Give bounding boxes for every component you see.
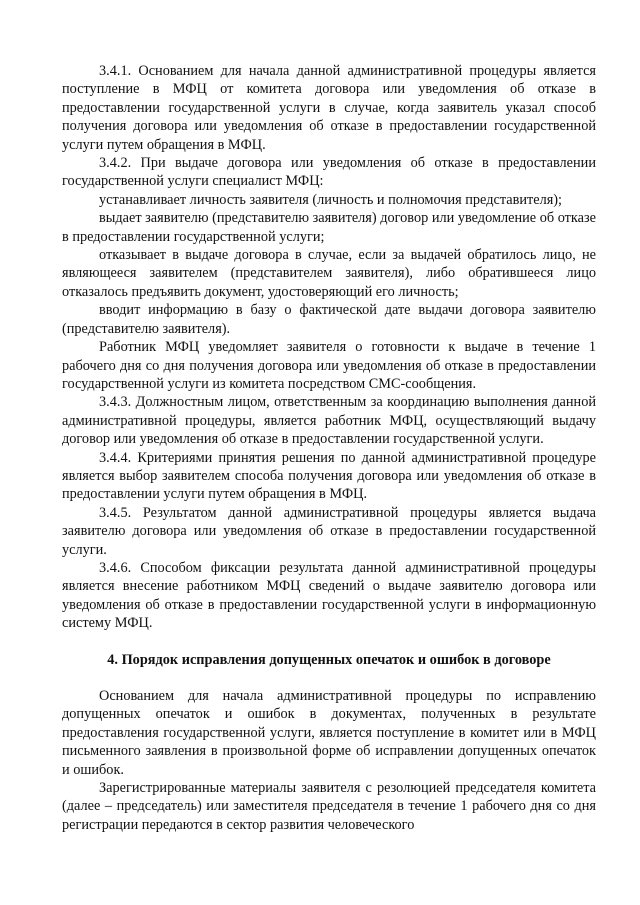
list-item-identity: устанавливает личность заявителя (личность и полномочия представителя); xyxy=(99,191,563,208)
paragraph-3-4-2: 3.4.2. При выдаче договора или уведомления об отказе в предоставлении государственной услуги специалист МФЦ: xyxy=(62,155,596,190)
paragraph-notification: Работник МФЦ уведомляет заявителя о готовности к выдаче в течение 1 рабочего дня со дня получения договора или уведомления об отказе в предоставлении государственной услуги из комитета посредством СМС-сообщения. xyxy=(62,339,596,392)
paragraph-3-4-1: 3.4.1. Основанием для начала данной административной процедуры является поступление в МФЦ от комитета договора или уведомления об отказе в предоставлении государственной услуги в случае, когда заявитель указал способ получения договора или уведомления об отказе в предоставлении государственной услуги путем обращения в МФЦ. xyxy=(62,63,596,153)
document-body xyxy=(62,62,596,834)
section-heading: 4. Порядок исправления допущенных опечаток и ошибок в договоре xyxy=(107,651,551,668)
list-item-enter-info: вводит информацию в базу о фактической дате выдачи договора заявителю (представителю заявителя). xyxy=(62,302,596,337)
paragraph-basis: Основанием для начала административной процедуры по исправлению допущенных опечаток и ошибок в документах, полученных в результате предоставления государственной услуги, является поступление в комитет или в МФЦ письменного заявления в произвольной форме об исправлении допущенных опечаток и ошибок. xyxy=(62,688,596,778)
paragraph-3-4-6: 3.4.6. Способом фиксации результата данной административной процедуры является внесение работником МФЦ сведений о выдаче заявителю договора или уведомления об отказе в предоставлении государственной услуги в информационную систему МФЦ. xyxy=(62,559,596,632)
paragraph-3-4-4: 3.4.4. Критериями принятия решения по данной административной процедуре является выбор заявителем способа получения договора или уведомления об отказе в предоставлении услуги путем обращения в МФЦ. xyxy=(62,449,596,503)
paragraph-3-4-5: 3.4.5. Результатом данной административной процедуры является выдача заявителю договора или уведомления об отказе в предоставлении государственной услуги. xyxy=(62,504,596,558)
paragraph-registered: Зарегистрированные материалы заявителя с резолюцией председателя комитета (далее – председатель) или заместителя председателя в течение 1 рабочего дня со дня регистрации передаются в сектор развития человеческого xyxy=(62,780,596,833)
list-item-refuse: отказывает в выдаче договора в случае, если за выдачей обратилось лицо, не являющееся заявителем (представителем заявителя), либо обратившееся лицо отказалось предъявить документ, удостоверяющий его личность; xyxy=(62,247,596,300)
paragraph-3-4-3: 3.4.3. Должностным лицом, ответственным за координацию выполнения данной административной процедуры, является работник МФЦ, осуществляющий выдачу договор или уведомления об отказе в предоставлении государственной услуги. xyxy=(62,394,596,448)
list-item-issue: выдает заявителю (представителю заявителя) договор или уведомление об отказе в предоставлении государственной услуги; xyxy=(62,210,596,245)
